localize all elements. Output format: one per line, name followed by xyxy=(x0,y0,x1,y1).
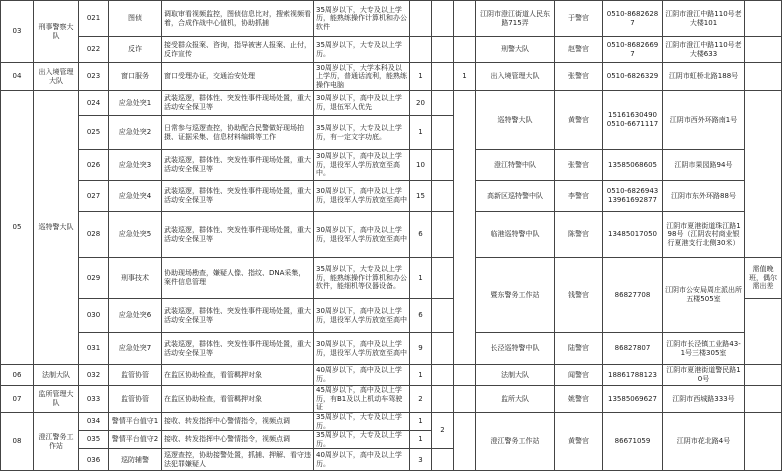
unit-number: 07 xyxy=(1,386,34,413)
work-place: 江阴市虹桥北路188号 xyxy=(663,63,745,91)
contact-phone: 0510-86826287 xyxy=(603,1,663,37)
headcount: 1 xyxy=(410,63,432,91)
post-code: 025 xyxy=(79,116,109,150)
requirements: 30周岁以下，高中及以上学历，退伍军人优先 xyxy=(314,91,410,116)
post-name: 应急处突1 xyxy=(109,91,162,116)
office-address: 澄江警务工作站 xyxy=(476,413,555,471)
requirements: 30周岁以下，高中及以上学历，退役军人学历放宽至高中 xyxy=(314,333,410,365)
contact-person: 张警官 xyxy=(555,150,603,181)
post-description: 协助现场勘查，嫌疑人像、指纹、DNA采集，案件信息管理 xyxy=(162,258,314,299)
post-name: 应急处突5 xyxy=(109,212,162,258)
headcount: 15 xyxy=(410,181,432,212)
contact-person: 黄警官 xyxy=(555,413,603,471)
office-address: 法制大队 xyxy=(476,365,555,386)
work-place: 江阴市澄江中路110号老大楼633 xyxy=(663,37,745,63)
work-place: 江阴市长泾镇工业路43-1号三楼305室 xyxy=(663,333,745,365)
unit-number: 05 xyxy=(1,91,34,365)
contact-phone: 86671059 xyxy=(603,413,663,471)
requirements: 35周岁以下，大专及以上学历。 xyxy=(314,37,410,63)
work-place: 江阴市澄江中路110号老大楼101 xyxy=(663,1,745,37)
office-address: 高新区巡特警中队 xyxy=(476,181,555,212)
work-place: 江阴市夏港街道珠江路198号（江阴农村商业银行夏港支行北侧30米） xyxy=(663,212,745,258)
table-row xyxy=(1,91,782,116)
contact-phone: 0510-86826697 xyxy=(603,37,663,63)
unit-number: 03 xyxy=(1,1,34,63)
work-place: 江阴市西城路333号 xyxy=(663,386,745,413)
department: 出入境管理大队 xyxy=(34,63,79,91)
headcount: 2 xyxy=(410,386,432,413)
post-name: 监管协管 xyxy=(109,386,162,413)
contact-phone: 86827708 xyxy=(603,258,663,333)
post-description: 武装巡逻，群体性、突发性事件现场处置，重大活动安全保卫等 xyxy=(162,333,314,365)
post-description: 接收、转发指挥中心警情指令，视频点调 xyxy=(162,431,314,449)
requirements: 30周岁以下，高中及以上学历，退役军人学历放宽至高中 xyxy=(314,212,410,258)
unit-number: 06 xyxy=(1,365,34,386)
contact-phone: 86827807 xyxy=(603,333,663,365)
headcount: 3 xyxy=(410,449,432,471)
table-row xyxy=(1,212,782,258)
work-place: 江阴市公安局周庄派出所五楼505室 xyxy=(663,258,745,333)
requirements: 45周岁以下，高中及以上学历，有B1及以上机动车驾驶证 xyxy=(314,386,410,413)
contact-phone: 13585068605 xyxy=(603,150,663,181)
table-row xyxy=(1,181,782,212)
post-name: 巡防辅警 xyxy=(109,449,162,471)
headcount: 20 xyxy=(410,91,432,116)
contact-person: 姚警官 xyxy=(555,386,603,413)
contact-phone: 0510-6826943 13961692877 xyxy=(603,181,663,212)
headcount: 9 xyxy=(410,333,432,365)
post-code: 022 xyxy=(79,37,109,63)
post-name: 反诈 xyxy=(109,37,162,63)
table-row xyxy=(1,37,782,63)
post-code: 031 xyxy=(79,333,109,365)
post-description: 调取审看视频监控，图侦信息比对，搜索视频看着，合成作战中心值机，协助抓捕 xyxy=(162,1,314,37)
post-name: 应急处突2 xyxy=(109,116,162,150)
contact-person: 陆警官 xyxy=(555,333,603,365)
work-place: 江阴市东外环路88号 xyxy=(663,181,745,212)
work-place: 江阴市果园路94号 xyxy=(663,150,745,181)
headcount-subtotal: 2 xyxy=(432,413,454,449)
table-row xyxy=(1,63,782,91)
work-place: 江阴市西外环路南1号 xyxy=(663,91,745,150)
post-name: 应急处突4 xyxy=(109,181,162,212)
post-description: 巡逻查控，协助接警处置，抓捕、押解、看守违法犯罪嫌疑人 xyxy=(162,449,314,471)
office-address: 澄江特警中队 xyxy=(476,150,555,181)
post-description: 在监区协助检查，看管羁押对象 xyxy=(162,365,314,386)
remark: 需值晚班，偶尔需出差 xyxy=(745,258,782,299)
department: 法制大队 xyxy=(34,365,79,386)
office-address: 长泾巡特警中队 xyxy=(476,333,555,365)
contact-person: 陈警官 xyxy=(555,212,603,258)
post-code: 028 xyxy=(79,212,109,258)
work-place: 江阴市花北路4号 xyxy=(663,413,745,471)
post-description: 接收、转发指挥中心警情指令，视频点调 xyxy=(162,413,314,431)
department: 监所管理大队 xyxy=(34,386,79,413)
contact-person: 李警官 xyxy=(555,181,603,212)
headcount xyxy=(410,1,432,37)
post-code: 032 xyxy=(79,365,109,386)
post-code: 030 xyxy=(79,299,109,333)
post-name: 图侦 xyxy=(109,1,162,37)
post-name: 窗口服务 xyxy=(109,63,162,91)
contact-phone: 18861788123 xyxy=(603,365,663,386)
headcount: 1 xyxy=(410,413,432,431)
post-name: 警情平台值守1 xyxy=(109,413,162,431)
table-row xyxy=(1,1,782,37)
requirements: 40周岁以下，高中及以上学历。 xyxy=(314,449,410,471)
requirements: 30周岁以下，高中及以上学历，退役军人学历放宽至高中。 xyxy=(314,150,410,181)
post-description: 在监区协助检查，看管羁押对象 xyxy=(162,386,314,413)
office-address: 出入境管理大队 xyxy=(476,63,555,91)
contact-phone: 13585069627 xyxy=(603,386,663,413)
unit-number: 04 xyxy=(1,63,34,91)
department: 澄江警务工作站 xyxy=(34,413,79,471)
table-row xyxy=(1,150,782,181)
post-code: 035 xyxy=(79,431,109,449)
headcount: 10 xyxy=(410,150,432,181)
contact-phone: 15161630490 0510-6671117 xyxy=(603,91,663,150)
office-address: 临港巡特警中队 xyxy=(476,212,555,258)
requirements: 35周岁以下，大专及以上学历。 xyxy=(314,431,410,449)
post-description: 接受群众报案、咨询，指导被害人报案、止付，反诈宣传 xyxy=(162,37,314,63)
contact-person: 于警官 xyxy=(555,1,603,37)
table-row xyxy=(1,386,782,413)
post-code: 029 xyxy=(79,258,109,299)
table-row xyxy=(1,333,782,365)
requirements: 35周岁以下，大专及以上学历。 xyxy=(314,413,410,431)
contact-phone: 0510-6826329 xyxy=(603,63,663,91)
contact-person: 钱警官 xyxy=(555,258,603,333)
contact-person: 黄警官 xyxy=(555,91,603,150)
headcount: 1 xyxy=(410,116,432,150)
table-row xyxy=(1,258,782,299)
post-code: 027 xyxy=(79,181,109,212)
post-code: 021 xyxy=(79,1,109,37)
post-name: 应急处突7 xyxy=(109,333,162,365)
post-description: 武装巡逻，群体性、突发性事件现场处置，重大活动安全保卫等 xyxy=(162,181,314,212)
requirements: 35周岁以下，大专及以上学历，能熟练操作计算机和办公软件，能细机等仪器设备。 xyxy=(314,258,410,299)
office-address: 江阴市澄江街道人民东路715弄 xyxy=(476,1,555,37)
department: 巡特警大队 xyxy=(34,91,79,365)
requirements: 30周岁以下，大学本科及以上学历，普通话流利，能熟练操作电脑 xyxy=(314,63,410,91)
requirements: 40周岁以下，高中及以上学历。 xyxy=(314,365,410,386)
post-code: 033 xyxy=(79,386,109,413)
office-address: 监所大队 xyxy=(476,386,555,413)
contact-person: 赵警官 xyxy=(555,37,603,63)
table-row xyxy=(1,365,782,386)
requirements: 35周岁以下，大专及以上学历，有一定文字功底。 xyxy=(314,116,410,150)
post-code: 026 xyxy=(79,150,109,181)
post-name: 警情平台值守2 xyxy=(109,431,162,449)
post-name: 应急处突6 xyxy=(109,299,162,333)
post-name: 应急处突3 xyxy=(109,150,162,181)
headcount: 1 xyxy=(410,365,432,386)
office-address: 刑警大队 xyxy=(476,37,555,63)
post-name: 刑事技术 xyxy=(109,258,162,299)
headcount: 1 xyxy=(410,258,432,299)
post-description: 武装巡逻，群体性、突发性事件现场处置，重大活动安全保卫等 xyxy=(162,299,314,333)
headcount-total: 1 xyxy=(454,63,476,91)
post-description: 窗口受理办证，交通治安处理 xyxy=(162,63,314,91)
table-row xyxy=(1,413,782,431)
contact-person: 张警官 xyxy=(555,63,603,91)
contact-phone: 13485017050 xyxy=(603,212,663,258)
office-address: 暨东警务工作站 xyxy=(476,258,555,333)
post-code: 034 xyxy=(79,413,109,431)
unit-number: 08 xyxy=(1,413,34,471)
headcount: 6 xyxy=(410,299,432,333)
headcount: 6 xyxy=(410,212,432,258)
post-code: 023 xyxy=(79,63,109,91)
post-description: 日常参与巡逻查控，协助配合民警做好现场拍摄、证据采集、信息材料编辑等工作 xyxy=(162,116,314,150)
requirements: 35周岁以下，大专及以上学历，能熟练操作计算机和办公软件 xyxy=(314,1,410,37)
post-description: 武装巡逻，群体性、突发性事件现场处置，重大活动安全保卫等 xyxy=(162,212,314,258)
headcount: 1 xyxy=(410,431,432,449)
work-place: 江阴市夏港街道警民路10号 xyxy=(663,365,745,386)
post-description: 武装巡逻，群体性、突发性事件现场处置，重大活动安全保卫等 xyxy=(162,150,314,181)
post-description: 武装巡逻，群体性、突发性事件现场处置，重大活动安全保卫等 xyxy=(162,91,314,116)
department: 刑事警察大队 xyxy=(34,1,79,63)
contact-person: 闻警官 xyxy=(555,365,603,386)
requirements: 30周岁以下，高中及以上学历，退役军人学历放宽至高中 xyxy=(314,181,410,212)
office-address: 巡特警大队 xyxy=(476,91,555,150)
post-code: 024 xyxy=(79,91,109,116)
post-code: 036 xyxy=(79,449,109,471)
post-name: 监管协管 xyxy=(109,365,162,386)
requirements: 30周岁以下，高中及以上学历，退役军人学历放宽至高中 xyxy=(314,299,410,333)
